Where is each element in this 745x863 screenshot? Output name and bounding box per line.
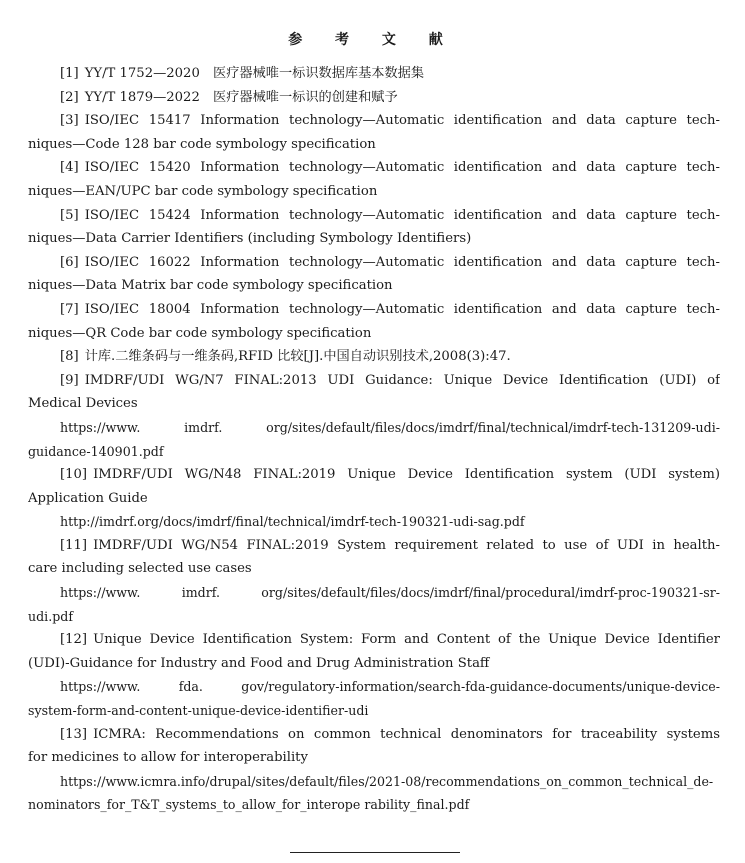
reference-url[interactable]: nominators_for_T&T_systems_to_allow_for_interope rability_final.pdf — [28, 797, 470, 813]
reference-url[interactable]: https://www. imdrf. org/sites/default/files/docs/imdrf/final/technical/imdrf-tech-131209-udi- — [60, 419, 720, 435]
reference-text: IMDRF/UDI WG/N48 FINAL:2019 Unique Device Identification system (UDI system) — [93, 467, 720, 483]
reference-url[interactable]: https://www. fda. gov/regulatory-information/search-fda-guidance-documents/unique-device- — [60, 679, 720, 695]
reference-item — [28, 251, 720, 298]
end-rule — [290, 852, 460, 853]
reference-first-line — [28, 723, 720, 747]
reference-number: [8] — [60, 349, 79, 365]
reference-line — [28, 699, 720, 723]
reference-line — [28, 793, 720, 817]
reference-text: niques—Data Carrier Identifiers (including Symbology Identifiers) — [28, 231, 472, 247]
reference-list — [28, 62, 720, 817]
reference-line — [28, 557, 720, 581]
reference-line — [28, 133, 720, 157]
reference-first-line — [28, 62, 720, 86]
reference-number: [9] — [60, 372, 79, 388]
reference-first-line — [28, 369, 720, 393]
reference-item — [28, 204, 720, 251]
reference-first-line — [28, 463, 720, 487]
reference-url[interactable]: system-form-and-content-unique-device-identifier-udi — [28, 703, 369, 719]
reference-item — [28, 723, 720, 817]
reference-first-line — [28, 156, 720, 180]
reference-line — [28, 581, 720, 605]
reference-text: Medical Devices — [28, 396, 138, 412]
reference-number: [5] — [60, 207, 79, 223]
reference-number: [10] — [60, 467, 88, 483]
reference-item — [28, 156, 720, 203]
reference-line — [28, 440, 720, 464]
reference-url[interactable]: https://www.icmra.info/drupal/sites/default/files/2021-08/recommendations_on_common_technical_de- — [60, 773, 714, 789]
reference-text: YY/T 1752—2020 医疗器械唯一标识数据库基本数据集 — [84, 66, 425, 81]
reference-item — [28, 109, 720, 156]
reference-text: niques—QR Code bar code symbology specification — [28, 325, 372, 341]
reference-line — [28, 416, 720, 440]
reference-number: [1] — [60, 66, 79, 81]
reference-item — [28, 345, 720, 369]
reference-text: care including selected use cases — [28, 561, 252, 577]
reference-first-line — [28, 298, 720, 322]
reference-first-line — [28, 251, 720, 275]
reference-text: niques—EAN/UPC bar code symbology specification — [28, 183, 378, 199]
reference-number: [3] — [60, 113, 79, 129]
reference-text: YY/T 1879—2022 医疗器械唯一标识的创建和赋予 — [84, 89, 398, 105]
reference-item — [28, 86, 720, 110]
reference-first-line — [28, 534, 720, 558]
reference-text: ICMRA: Recommendations on common technical denominators for traceability systems — [93, 726, 720, 742]
reference-line — [28, 770, 720, 794]
reference-line — [28, 322, 720, 346]
reference-url[interactable]: https://www. imdrf. org/sites/default/files/docs/imdrf/final/procedural/imdrf-proc-190321-sr- — [60, 585, 720, 601]
reference-line — [28, 180, 720, 204]
reference-line — [28, 274, 720, 298]
reference-text: 计库.二维条码与一维条码,RFID 比较[J].中国自动识别技术,2008(3):47. — [84, 349, 511, 365]
reference-number: [7] — [60, 301, 79, 317]
reference-url[interactable]: http://imdrf.org/docs/imdrf/final/technical/imdrf-tech-190321-udi-sag.pdf — [60, 514, 525, 530]
reference-item — [28, 463, 720, 534]
reference-first-line — [28, 86, 720, 110]
reference-item — [28, 628, 720, 722]
reference-first-line — [28, 345, 720, 369]
reference-url[interactable]: guidance-140901.pdf — [28, 443, 164, 459]
reference-line — [28, 605, 720, 629]
reference-number: [4] — [60, 160, 79, 176]
reference-text: ISO/IEC 15417 Information technology—Automatic identification and data capture tech- — [84, 113, 720, 129]
reference-first-line — [28, 628, 720, 652]
reference-item — [28, 62, 720, 86]
reference-text: for medicines to allow for interoperability — [28, 750, 308, 766]
reference-text: Unique Device Identification System: Form and Content of the Unique Device Identifier — [93, 632, 720, 648]
reference-text: ISO/IEC 15420 Information technology—Automatic identification and data capture tech- — [84, 160, 720, 176]
reference-text: (UDI)-Guidance for Industry and Food and Drug Administration Staff — [28, 655, 490, 671]
reference-text: ISO/IEC 18004 Information technology—Automatic identification and data capture tech- — [84, 301, 720, 317]
reference-first-line — [28, 204, 720, 228]
reference-line — [28, 392, 720, 416]
reference-line — [28, 510, 720, 534]
reference-line — [28, 746, 720, 770]
reference-text: ISO/IEC 16022 Information technology—Automatic identification and data capture tech- — [84, 254, 720, 270]
reference-item — [28, 534, 720, 628]
reference-number: [11] — [60, 537, 88, 553]
reference-first-line — [28, 109, 720, 133]
reference-line — [28, 652, 720, 676]
reference-item — [28, 369, 720, 463]
reference-number: [13] — [60, 726, 88, 742]
reference-number: [6] — [60, 254, 79, 270]
reference-line — [28, 675, 720, 699]
reference-text: Application Guide — [28, 490, 148, 506]
reference-item — [28, 298, 720, 345]
reference-text: niques—Data Matrix bar code symbology specification — [28, 278, 393, 294]
reference-number: [12] — [60, 632, 88, 648]
reference-text: IMDRF/UDI WG/N7 FINAL:2013 UDI Guidance: Unique Device Identification (UDI) of — [84, 372, 720, 388]
reference-text: IMDRF/UDI WG/N54 FINAL:2019 System requirement related to use of UDI in health- — [93, 537, 720, 553]
reference-text: niques—Code 128 bar code symbology specification — [28, 136, 376, 152]
reference-url[interactable]: udi.pdf — [28, 608, 73, 624]
reference-text: ISO/IEC 15424 Information technology—Automatic identification and data capture tech- — [84, 207, 720, 223]
reference-line — [28, 487, 720, 511]
references-title: 参 考 文 献 — [288, 32, 457, 48]
reference-number: [2] — [60, 89, 79, 105]
reference-line — [28, 227, 720, 251]
